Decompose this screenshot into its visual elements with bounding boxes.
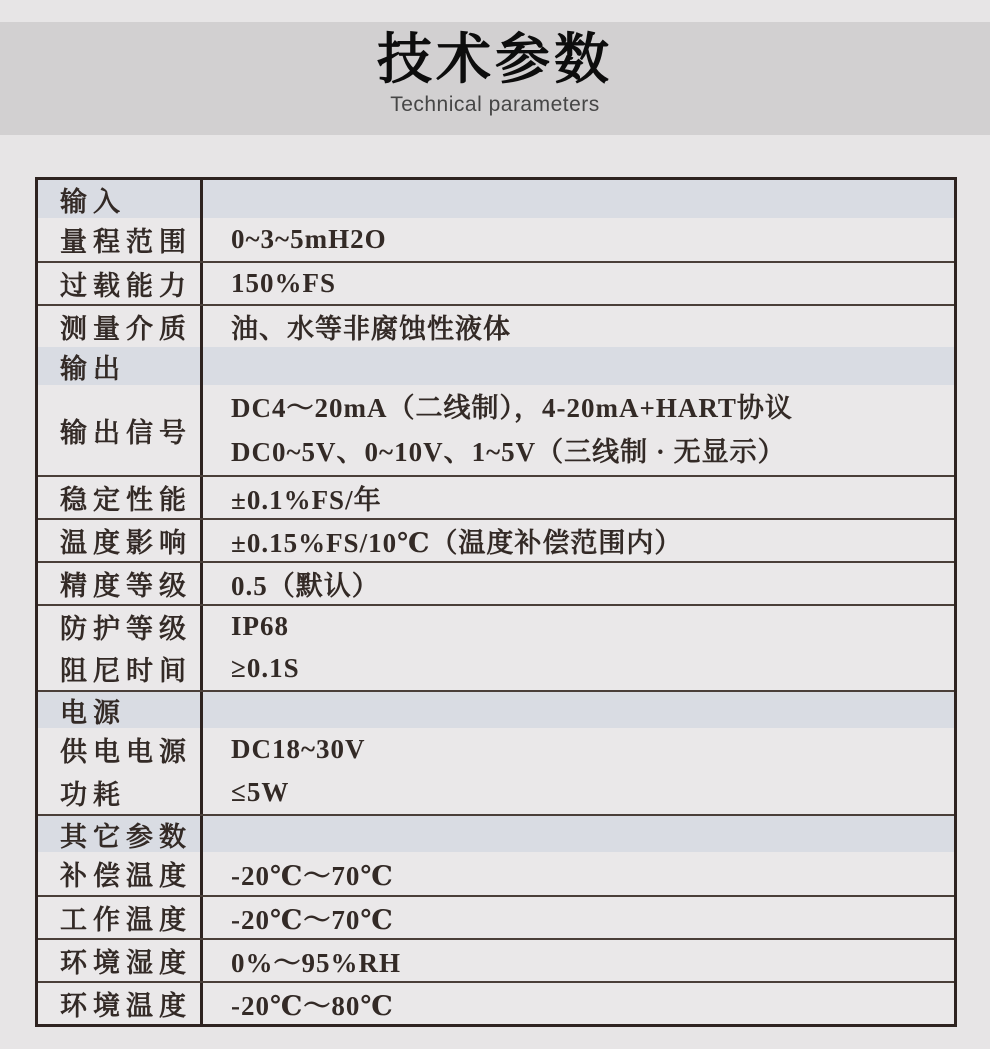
- param-label: 供电电源: [38, 728, 203, 771]
- param-label: 其它参数: [38, 816, 203, 852]
- section-row: [38, 347, 954, 385]
- param-value: 0~3~5mH2O: [231, 224, 387, 254]
- param-value: ≤5W: [231, 777, 290, 807]
- param-label: 输入: [38, 180, 203, 218]
- table-row: [38, 385, 954, 475]
- table-row: [38, 304, 954, 347]
- param-value-line: DC0~5V、0~10V、1~5V（三线制 · 无显示）: [231, 437, 786, 467]
- technical-parameters-table: [35, 177, 957, 1027]
- section-row: [38, 814, 954, 852]
- param-label: 过载能力: [38, 263, 203, 304]
- param-value: [203, 347, 954, 385]
- param-label: 输出: [38, 347, 203, 385]
- table-row: [38, 518, 954, 561]
- section-row: [38, 690, 954, 728]
- param-label: 输出信号: [38, 385, 203, 475]
- param-label: 补偿温度: [38, 852, 203, 895]
- param-value: ≥0.1S: [231, 653, 300, 683]
- param-value: ±0.1%FS/年: [231, 485, 382, 515]
- table-row: [38, 261, 954, 304]
- param-value: 0%～95%RH: [231, 948, 401, 978]
- title-band: [0, 22, 990, 135]
- table-row: [38, 218, 954, 261]
- param-value: ±0.15%FS/10℃（温度补偿范围内）: [231, 528, 683, 558]
- param-label: 测量介质: [38, 306, 203, 347]
- table-row: [38, 938, 954, 981]
- param-label: 温度影响: [38, 520, 203, 561]
- param-label: 工作温度: [38, 897, 203, 938]
- page-subtitle: Technical parameters: [390, 92, 600, 116]
- table-row: [38, 771, 954, 814]
- table-row: [38, 475, 954, 518]
- section-row: [38, 180, 954, 218]
- table-row: [38, 981, 954, 1024]
- param-value: [203, 180, 954, 218]
- param-label: 环境湿度: [38, 940, 203, 981]
- param-label: 防护等级: [38, 606, 203, 647]
- param-value: 0.5（默认）: [231, 571, 380, 601]
- param-label: 量程范围: [38, 218, 203, 261]
- param-value: IP68: [231, 611, 289, 641]
- param-label: 环境温度: [38, 983, 203, 1024]
- param-value: [203, 692, 954, 728]
- param-value: DC18~30V: [231, 734, 366, 764]
- table-row: [38, 852, 954, 895]
- table-row: [38, 561, 954, 604]
- param-value: -20℃～80℃: [231, 991, 394, 1021]
- table-row: [38, 647, 954, 690]
- param-label: 阻尼时间: [38, 647, 203, 690]
- param-label: 精度等级: [38, 563, 203, 604]
- param-value: [203, 385, 954, 475]
- table-row: [38, 895, 954, 938]
- table-row: [38, 728, 954, 771]
- page-title: 技术参数: [376, 28, 613, 90]
- param-label: 功耗: [38, 771, 203, 814]
- param-value: 150%FS: [231, 268, 337, 298]
- param-value: [203, 816, 954, 852]
- param-value: 油、水等非腐蚀性液体: [231, 314, 511, 344]
- param-value-line: DC4～20mA（二线制），4-20mA+HART协议: [231, 393, 793, 423]
- param-label: 电源: [38, 692, 203, 728]
- param-label: 稳定性能: [38, 477, 203, 518]
- param-value: -20℃～70℃: [231, 905, 394, 935]
- table-row: [38, 604, 954, 647]
- param-value: -20℃～70℃: [231, 861, 394, 891]
